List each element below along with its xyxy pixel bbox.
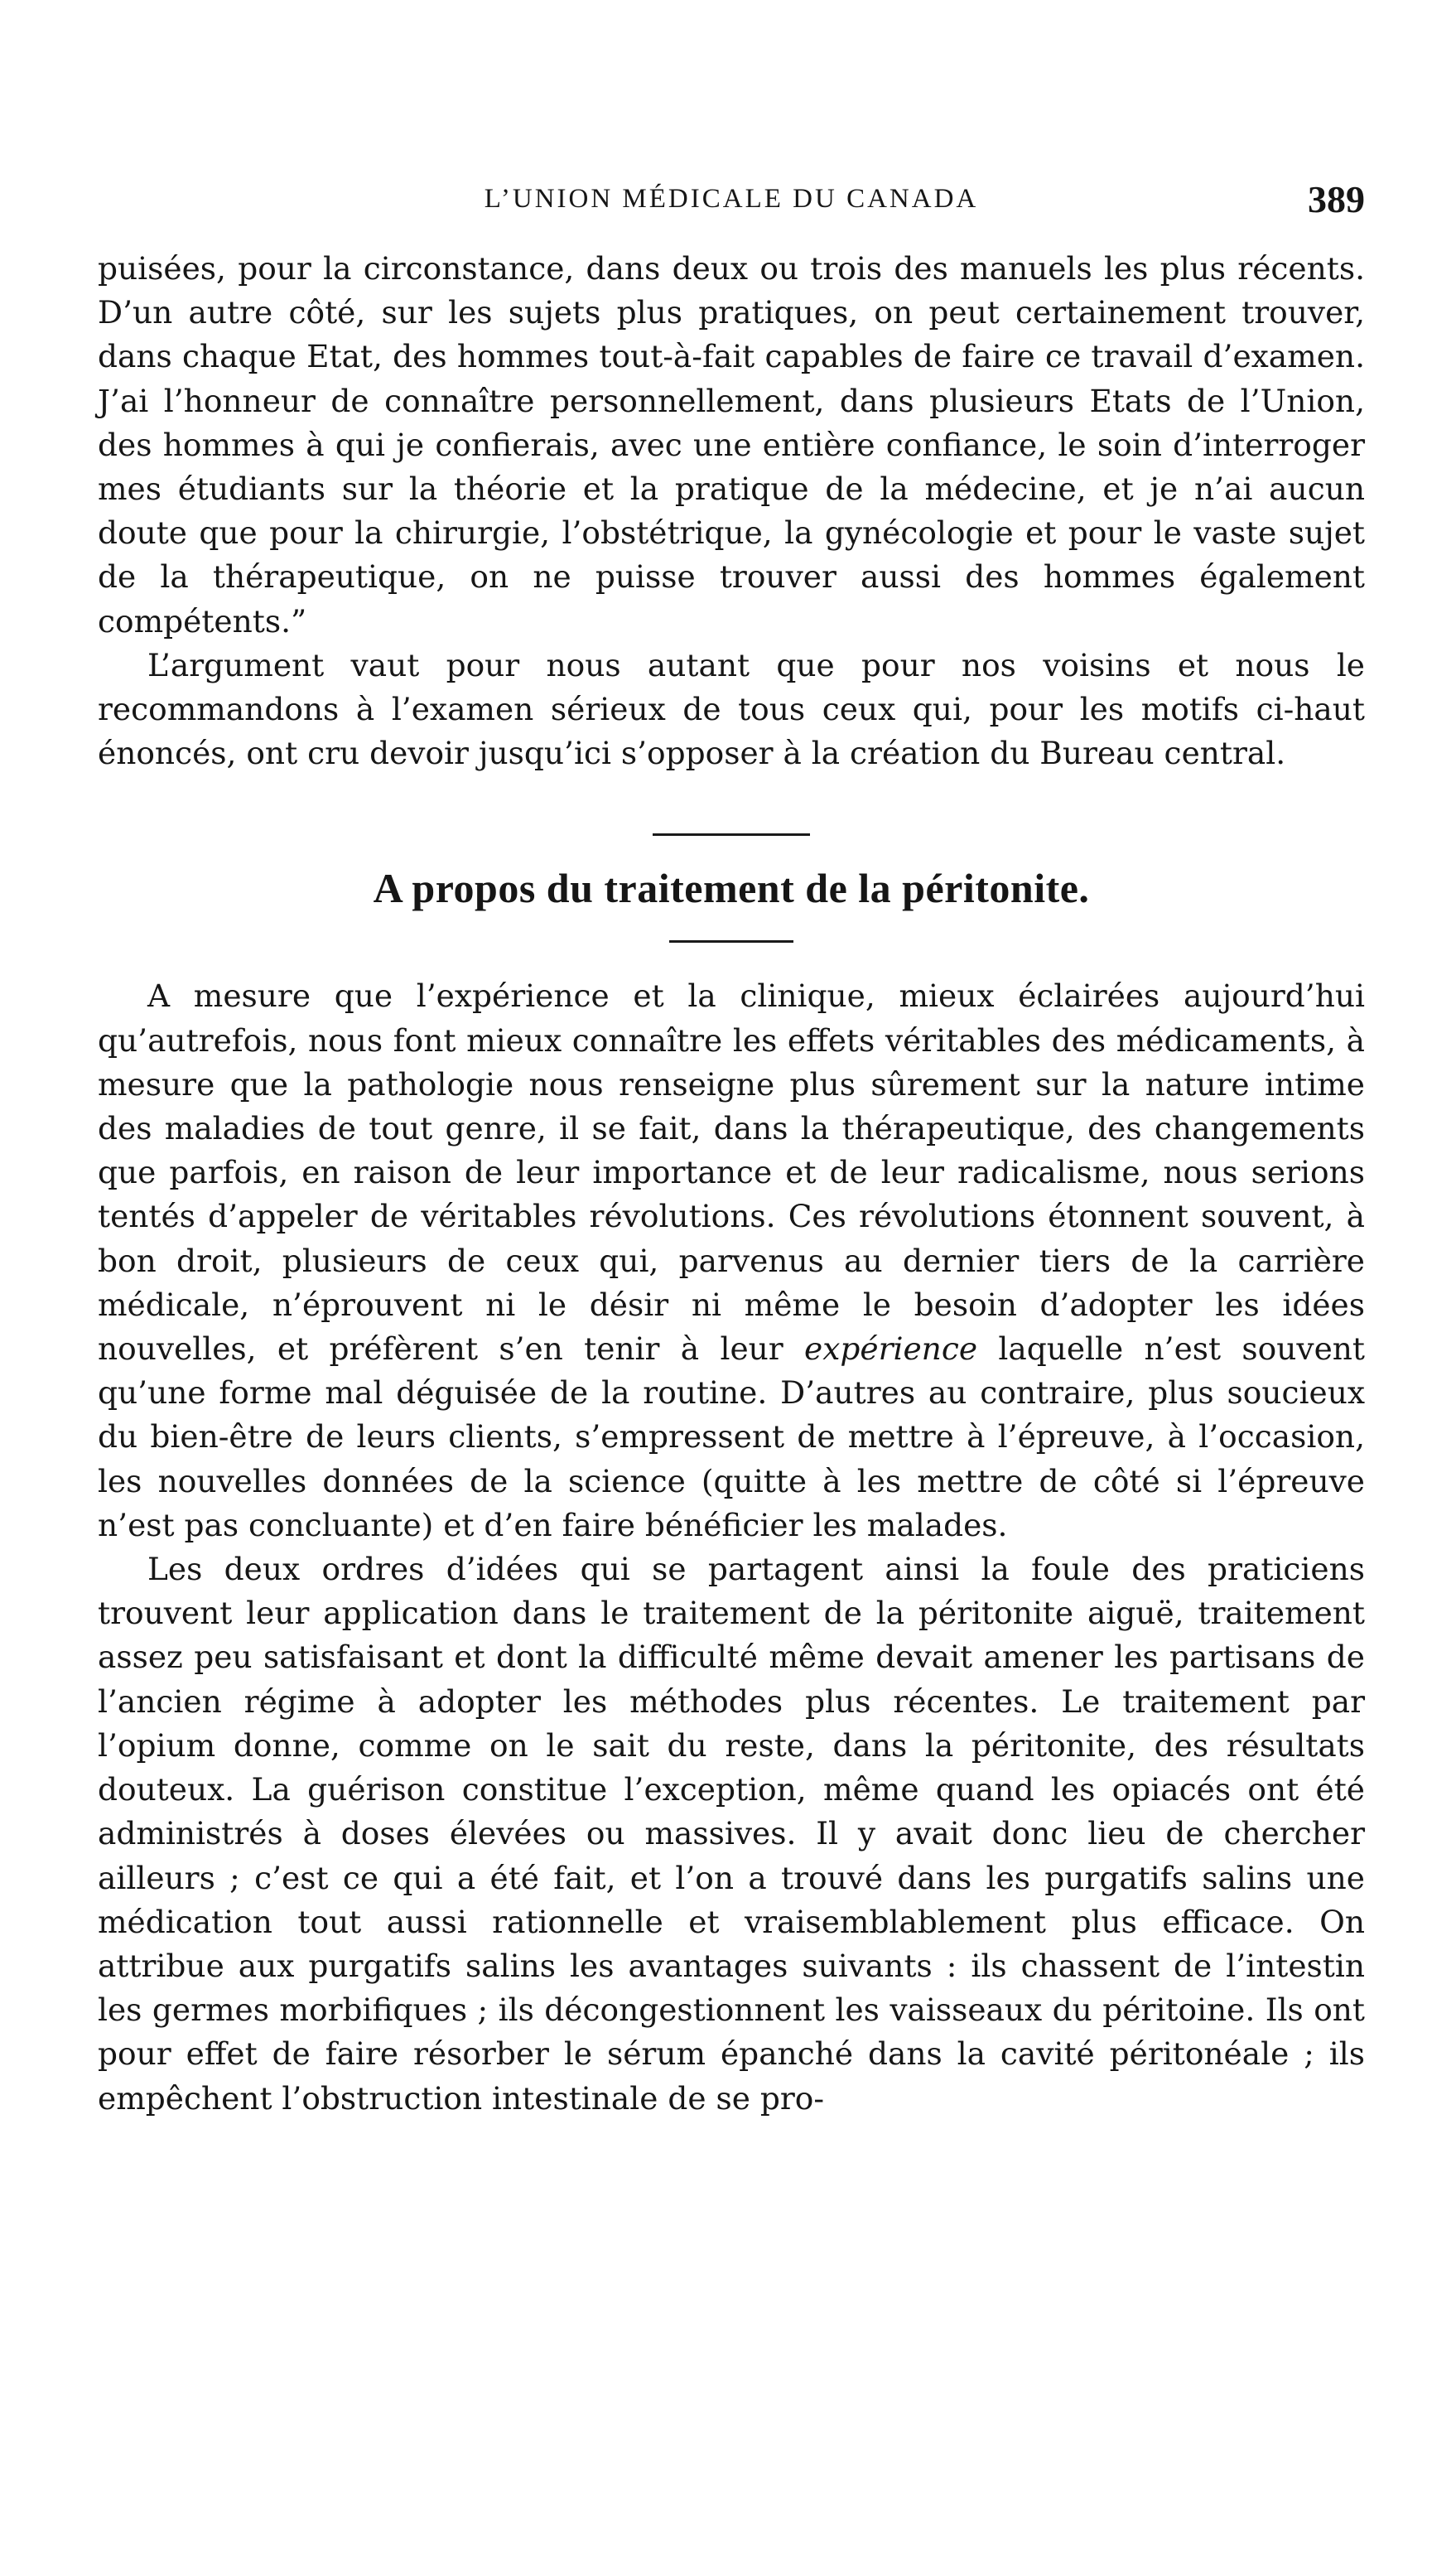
section-rule-top	[653, 833, 810, 836]
paragraph-argument: L’argument vaut pour nous autant que pour nos voisins et nous le recommandons à l’examen sérieux de tous ceux qui, pour les motifs ci-haut énoncés, ont cru devoir jusqu’ici s’opposer à la création du Bureau central.	[98, 646, 1365, 772]
page-number: 389	[1308, 178, 1365, 220]
paragraph-intro-text: A mesure que l’expérience et la clinique, mieux éclairées aujourd’hui qu’autrefois, nous font mieux connaître les effets véritables des médicaments, à mesure que la pathologie nous renseigne plus sûrement sur la nature intime des maladies de tout genre, il se fait, dans la thérapeutique, des changements que parfois, en raison de leur importance et de leur radicalisme, nous serions tentés d’appeler de véritables révolutions. Ces révolutions étonnent souvent, à bon droit, plusieurs de ceux qui, parvenus au dernier tiers de la carrière médicale, n’éprouvent ni le désir ni même le besoin d’adopter les idées nouvelles, et préfèrent s’en tenir à leur	[98, 978, 1365, 1368]
paragraph-continued: puisées, pour la circonstance, dans deux ou trois des manuels les plus récents. D’un autre côté, sur les sujets plus pratiques, on peut certainement trouver, dans chaque Etat, des hommes tout-à-fait capables de faire ce travail d’examen. J’ai l’honneur de connaître personnellement, dans plusieurs Etats de l’Union, des hommes à qui je confierais, avec une entière confiance, le soin d’interroger mes étudiants sur la théorie et la pratique de la médecine, et je n’ai aucun doute que pour la chirurgie, l’obstétrique, la gynécologie et pour le vaste sujet de la thérapeutique, on ne puisse trouver aussi des hommes également compétents.”	[98, 250, 1365, 640]
italic-word: expérience	[804, 1330, 978, 1368]
running-title: L’UNION MÉDICALE DU CANADA	[484, 184, 979, 214]
paragraph-treatment: Les deux ordres d’idées qui se partagent ainsi la foule des praticiens trouvent leur application dans le traitement de la péritonite aiguë, traitement assez peu satisfaisant et dont la difficulté même devait amener les partisans de l’ancien régime à adopter les méthodes plus récentes. Le traitement par l’opium donne, comme on le sait du reste, dans la péritonite, des résultats douteux. La guérison constitue l’exception, même quand les opiacés ont été administrés à doses élevées ou massives. Il y avait donc lieu de chercher ailleurs ; c’est ce qui a été fait, et l’on a trouvé dans les purgatifs salins une médication tout aussi rationnelle et vraisemblablement plus efficace. On attribue aux purgatifs salins les avantages suivants : ils chassent de l’intestin les germes morbifiques ; ils décongestionnent les vaisseaux du péritoine. Ils ont pour effet de faire résorber le sérum épanché dans la cavité péritonéale ; ils empêchent l’obstruction intestinale de se pro-	[98, 1551, 1365, 2117]
paragraph-intro-text-end: laquelle n’est souvent qu’une forme mal déguisée de la routine. D’autres au contraire, plus soucieux du bien-être de leurs clients, s’empressent de mettre à l’épreuve, à l’occasion, les nouvelles données de la science (quitte à les mettre de côté si l’épreuve n’est pas concluante) et d’en faire bénéficier les malades.	[98, 1330, 1365, 1543]
document-page	[98, 174, 1365, 2121]
paragraph-intro	[98, 974, 1365, 1547]
section-rule-bottom	[669, 940, 793, 943]
section-title: A propos du traitement de la péritonite.	[373, 865, 1090, 912]
running-header	[98, 174, 1365, 224]
